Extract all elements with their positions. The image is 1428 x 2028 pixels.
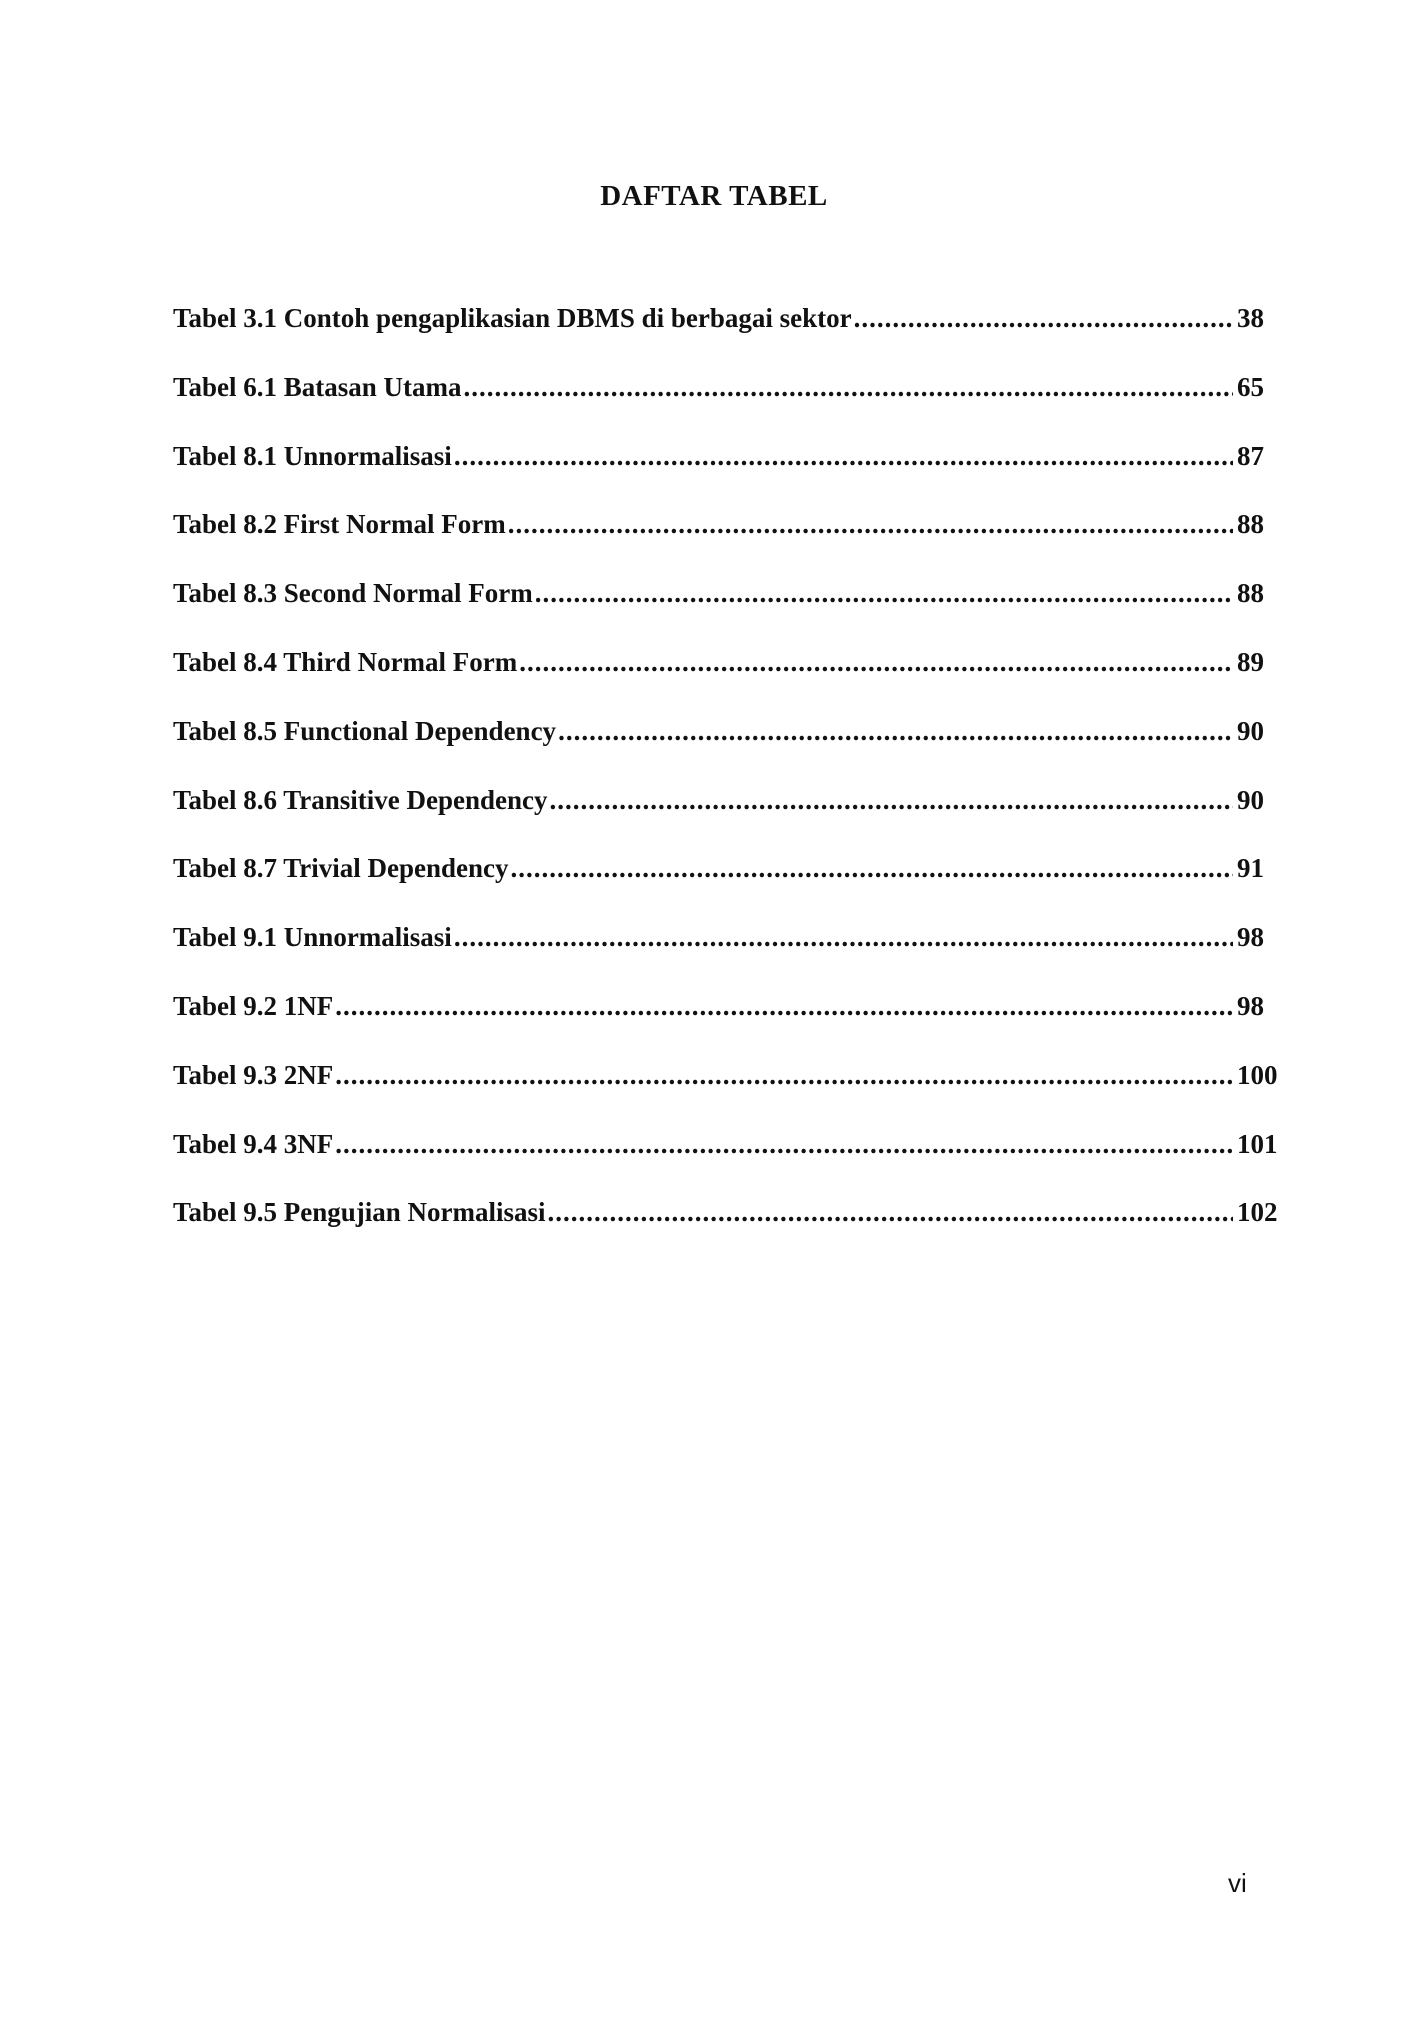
entry-label: Tabel 8.3 Second Normal Form: [173, 578, 533, 609]
dot-leader: [517, 642, 1233, 682]
dot-leader: [546, 1192, 1233, 1232]
list-item: [173, 298, 1285, 367]
dot-leader: [452, 436, 1233, 476]
entry-label: Tabel 3.1 Contoh pengaplikasian DBMS di berbagai sektor: [173, 303, 852, 333]
list-item: [173, 436, 1285, 505]
entry-page-number: 101: [1237, 1128, 1278, 1159]
entry-page-number: 98: [1237, 922, 1264, 953]
page-title: DAFTAR TABEL: [600, 180, 828, 212]
dot-leader: [533, 573, 1233, 613]
entry-label: Tabel 8.4 Third Normal Form: [173, 646, 518, 677]
list-item: [173, 1192, 1285, 1261]
list-item: [173, 780, 1285, 849]
entry-page-number: 91: [1237, 853, 1264, 884]
entry-page-number: 65: [1237, 371, 1264, 402]
dot-leader: [462, 367, 1233, 407]
dot-leader: [452, 917, 1233, 957]
table-list: [173, 298, 1285, 1261]
entry-label: Tabel 9.5 Pengujian Normalisasi: [173, 1197, 546, 1228]
entry-label: Tabel 6.1 Batasan Utama: [173, 371, 462, 402]
entry-label: Tabel 8.1 Unnormalisasi: [173, 440, 452, 471]
entry-label: Tabel 9.3 2NF: [173, 1059, 334, 1090]
dot-leader: [333, 1124, 1233, 1164]
list-item: [173, 504, 1285, 573]
list-item: [173, 367, 1285, 436]
entry-label: Tabel 9.2 1NF: [173, 990, 334, 1021]
entry-label: Tabel 8.6 Transitive Dependency: [173, 784, 548, 815]
entry-page-number: 98: [1237, 990, 1264, 1021]
list-item: [173, 917, 1285, 986]
dot-leader: [333, 1055, 1233, 1095]
entry-page-number: 90: [1237, 715, 1264, 746]
entry-label: Tabel 8.5 Functional Dependency: [173, 715, 557, 746]
entry-page-number: 38: [1237, 303, 1264, 333]
list-item: [173, 573, 1285, 642]
entry-page-number: 88: [1237, 509, 1264, 540]
entry-page-number: 89: [1237, 646, 1264, 677]
page-number: vi: [1228, 1868, 1247, 1898]
list-item: [173, 986, 1285, 1055]
list-item: [173, 1124, 1285, 1193]
entry-label: Tabel 9.4 3NF: [173, 1128, 334, 1159]
entry-page-number: 87: [1237, 440, 1264, 471]
entry-page-number: 88: [1237, 578, 1264, 609]
dot-leader: [556, 711, 1233, 751]
list-item: [173, 848, 1285, 917]
dot-leader: [333, 986, 1233, 1026]
entry-label: Tabel 8.7 Trivial Dependency: [173, 853, 509, 884]
entry-label: Tabel 9.1 Unnormalisasi: [173, 922, 452, 953]
entry-page-number: 90: [1237, 784, 1264, 815]
dot-leader: [548, 780, 1233, 820]
dot-leader: [852, 298, 1233, 338]
entry-page-number: 100: [1237, 1059, 1278, 1090]
entry-page-number: 102: [1237, 1197, 1278, 1228]
dot-leader: [506, 504, 1233, 544]
list-item: [173, 1055, 1285, 1124]
entry-label: Tabel 8.2 First Normal Form: [173, 509, 506, 540]
dot-leader: [509, 848, 1233, 888]
list-item: [173, 711, 1285, 780]
list-item: [173, 642, 1285, 711]
